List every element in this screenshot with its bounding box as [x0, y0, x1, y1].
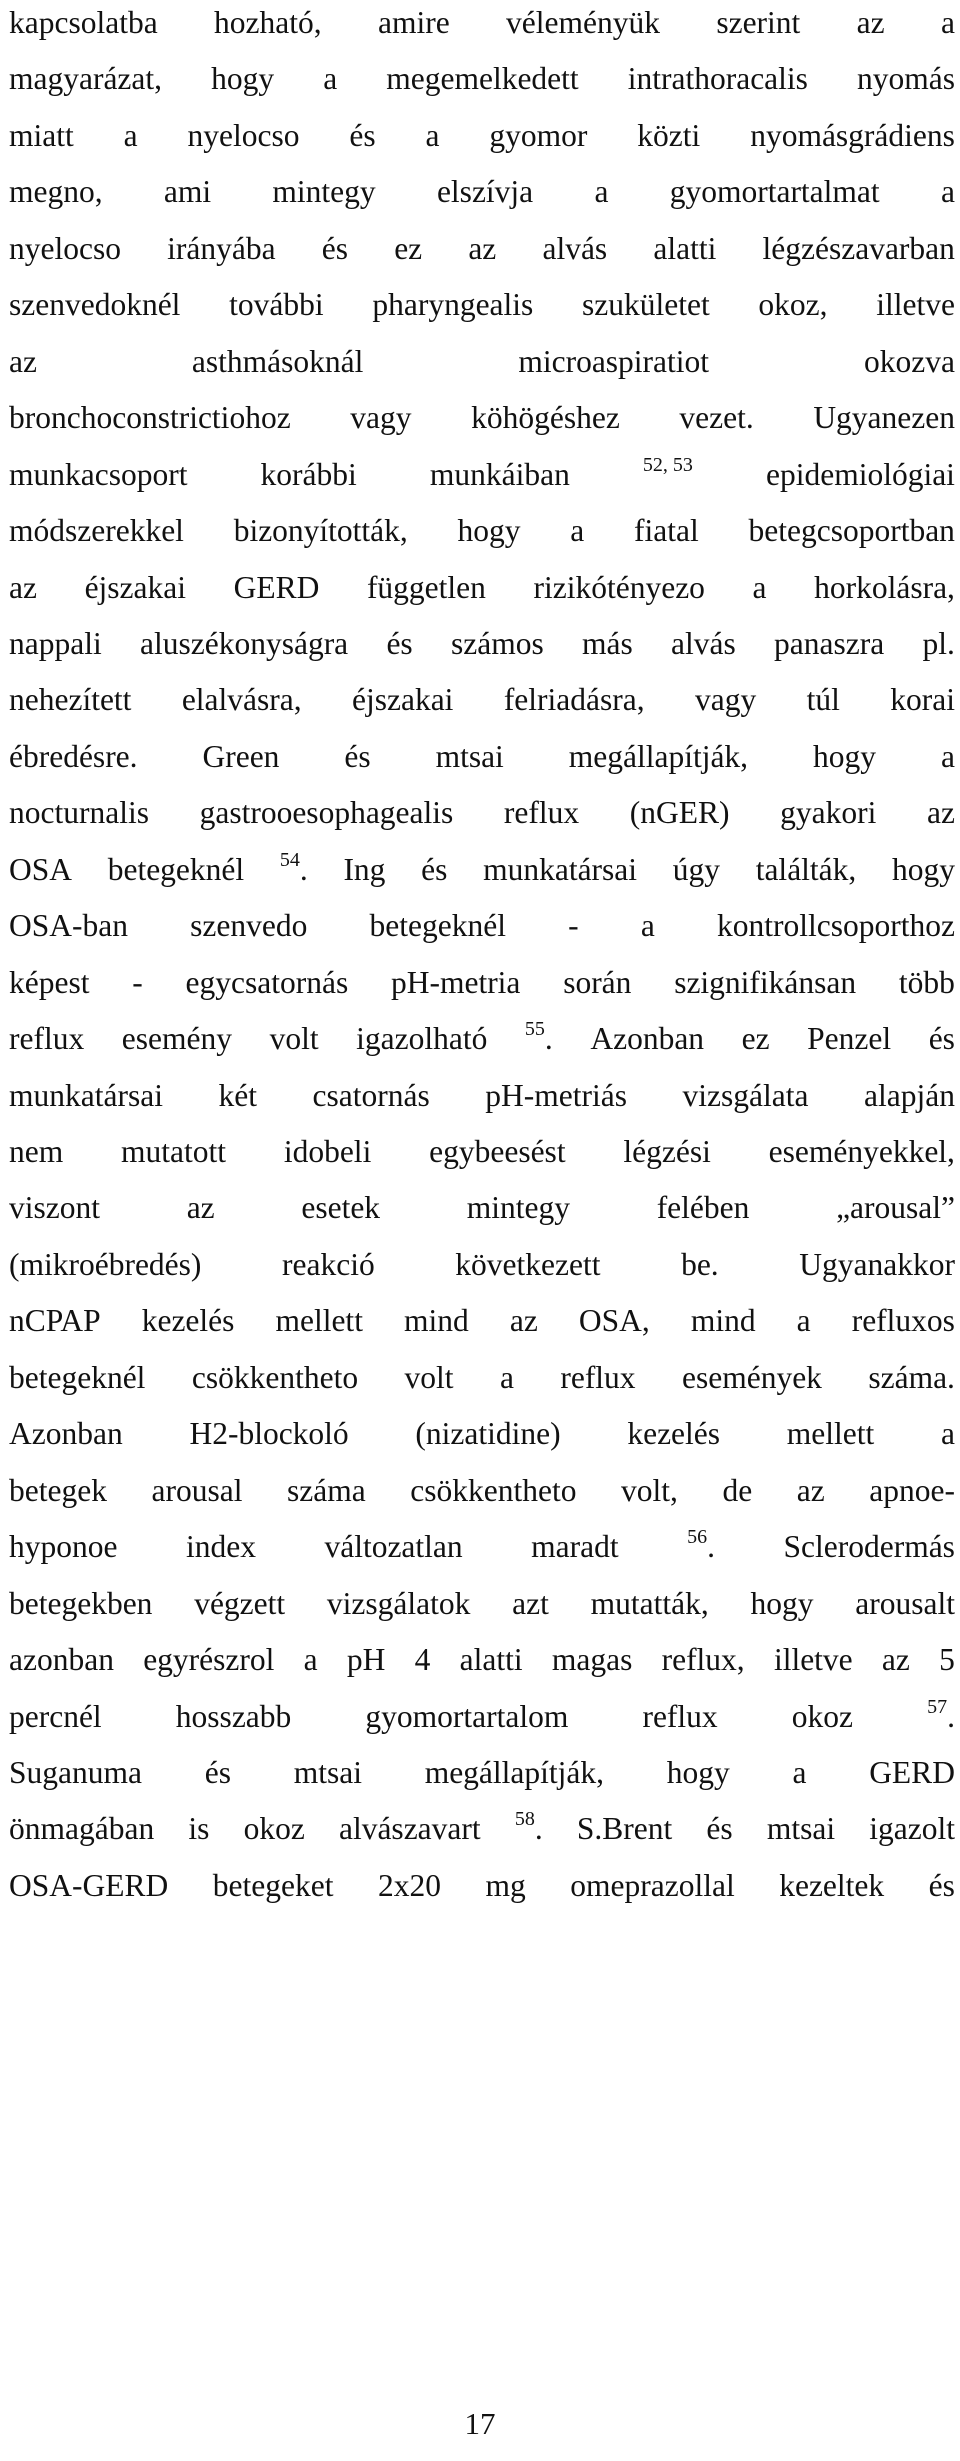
word: a [425, 117, 440, 153]
word: további [229, 287, 324, 323]
word: gyakori [780, 795, 877, 831]
word: kontrollcsoporthoz [716, 908, 955, 944]
word: nyomásgrádiens [750, 117, 955, 153]
text-line [9, 511, 955, 551]
text-line [9, 59, 955, 99]
word: ami [163, 174, 212, 210]
word: magyarázat, [9, 61, 163, 97]
text-line [9, 3, 955, 43]
word: mtsai [435, 738, 504, 774]
word: mintegy [466, 1190, 570, 1226]
word: arousal [151, 1472, 243, 1508]
word: maradt [531, 1529, 619, 1565]
word: a [940, 174, 955, 210]
word: két [218, 1077, 257, 1113]
word: más [582, 625, 633, 661]
word: a [570, 513, 585, 549]
word: asthmásoknál [191, 343, 364, 379]
word: a [323, 61, 338, 97]
citation-wrapper [525, 1019, 553, 1059]
word: gyomor [489, 117, 588, 153]
text-line [9, 172, 955, 212]
word: ébredésre. [9, 738, 138, 774]
word: horkolásra, [814, 569, 955, 605]
word: pH-metria [390, 964, 521, 1000]
word: igazolt [869, 1811, 955, 1847]
citation-wrapper [280, 850, 308, 890]
word: események [681, 1359, 822, 1395]
word: idobeli [283, 1134, 372, 1169]
word: OSA [9, 851, 73, 887]
word: eseményekkel, [768, 1134, 955, 1169]
word: mintegy [272, 174, 376, 210]
word: túl [806, 682, 840, 718]
text-line [9, 1471, 955, 1511]
text-line [9, 1301, 955, 1341]
word: nyomás [857, 61, 955, 97]
citation-punctuation: . [707, 1529, 715, 1565]
word: a [303, 1642, 318, 1678]
word: légzési [623, 1134, 711, 1169]
word: megemelkedett [386, 61, 579, 97]
word: hogy [211, 61, 275, 97]
word: csatornás [312, 1077, 430, 1113]
word: 2x20 [377, 1867, 441, 1903]
word: hogy [891, 851, 955, 887]
word: a [940, 5, 955, 40]
word: és [928, 1021, 955, 1057]
word: a [752, 569, 767, 605]
word: nCPAP [9, 1303, 101, 1339]
word: több [898, 964, 955, 1000]
word: nehezített [9, 682, 132, 718]
text-line [9, 1076, 955, 1116]
citation-punctuation: . [534, 1811, 543, 1847]
word: alatti [653, 230, 717, 266]
word: apnoe- [869, 1472, 955, 1508]
word: végzett [194, 1585, 286, 1621]
word: miatt [9, 117, 74, 153]
word: nocturnalis [9, 795, 149, 831]
word: csökkentheto [410, 1472, 577, 1508]
word: kapcsolatba [9, 5, 158, 40]
word: 4 [414, 1642, 431, 1678]
citation-punctuation: . [947, 1698, 955, 1734]
word: azt [512, 1585, 549, 1621]
word: egybeesést [429, 1134, 566, 1169]
word: alvás [542, 230, 608, 266]
word: OSA, [578, 1303, 650, 1339]
word: S.Brent [576, 1811, 673, 1847]
word: szenvedoknél [9, 287, 181, 323]
word: a [499, 1359, 514, 1395]
word: „arousal” [836, 1190, 955, 1226]
word: okozva [864, 343, 955, 379]
word: és [349, 117, 376, 153]
word: vagy [350, 400, 412, 436]
word: esetek [301, 1190, 381, 1226]
word: mg [485, 1867, 526, 1903]
word: az [509, 1303, 538, 1339]
word: mtsai [293, 1754, 362, 1790]
text-line [9, 737, 955, 777]
word: és [321, 230, 349, 266]
word: amire [377, 5, 450, 40]
word: az [856, 5, 885, 40]
word: korai [890, 682, 955, 718]
text-line [9, 1753, 955, 1793]
word: betegek [9, 1472, 107, 1508]
word: éjszakai [84, 569, 186, 605]
word: légzészavarban [762, 230, 955, 266]
text-line [9, 1697, 955, 1737]
word: fiatal [634, 513, 699, 549]
word: (nGER) [629, 795, 730, 831]
word: szenvedo [190, 908, 308, 944]
word: a [640, 908, 655, 944]
word: és [204, 1754, 231, 1790]
word: nyelocso [187, 117, 300, 153]
word: elalvásra, [181, 682, 302, 718]
word: betegeket [212, 1867, 334, 1903]
word: közti [637, 117, 701, 153]
text-line [9, 680, 955, 720]
word: száma. [868, 1359, 955, 1395]
word: és [344, 738, 371, 774]
word: epidemiológiai [765, 456, 955, 492]
word: korábbi [260, 456, 357, 492]
word: reflux [560, 1359, 636, 1395]
text-line [9, 850, 955, 890]
text-line [9, 1640, 955, 1680]
word: reflux [642, 1698, 718, 1734]
word: Green [202, 738, 280, 774]
word: ez [394, 230, 423, 266]
word: (nizatidine) [415, 1416, 561, 1452]
word: GERD [233, 569, 320, 605]
text-line [9, 906, 955, 946]
word: bronchoconstrictiohoz [9, 400, 291, 436]
word: hogy [457, 513, 521, 549]
word: (mikroébredés) [9, 1246, 202, 1282]
word: hogy [666, 1754, 730, 1790]
word: vizsgálatok [326, 1585, 471, 1621]
word: Azonban [9, 1416, 123, 1452]
word: következett [455, 1246, 601, 1282]
text-line [9, 229, 955, 269]
word: ez [741, 1021, 770, 1057]
word: hyponoe [9, 1529, 118, 1565]
word: képest [9, 964, 90, 1000]
word: munkáiban [429, 456, 570, 492]
word: az [9, 569, 37, 605]
word: Ugyanezen [813, 400, 955, 436]
word: vizsgálata [682, 1077, 809, 1113]
word: Sclerodermás [783, 1529, 955, 1565]
word: gyomortartalmat [669, 174, 880, 210]
word: és [386, 625, 413, 661]
word: 5 [939, 1642, 955, 1678]
text-line [9, 116, 955, 156]
word: betegeknél [369, 908, 506, 944]
word: mtsai [766, 1811, 836, 1847]
citation-reference: 58 [514, 1808, 535, 1831]
word: - [132, 964, 143, 1000]
word: és [421, 851, 448, 887]
citation-wrapper [687, 1527, 715, 1567]
word: önmagában [9, 1811, 155, 1847]
word: a [796, 1303, 811, 1339]
word: úgy [672, 851, 720, 887]
word: éjszakai [352, 682, 454, 718]
word: mutatott [121, 1134, 227, 1169]
word: és [928, 1867, 955, 1903]
word: igazolható [356, 1021, 488, 1057]
word: csökkentheto [191, 1359, 359, 1395]
word: munkatársai [483, 851, 638, 887]
word: megno, [9, 174, 103, 210]
text-line [9, 1132, 955, 1172]
word: reflux, [661, 1642, 745, 1678]
word: alatti [459, 1642, 523, 1678]
word: alapján [864, 1077, 955, 1113]
citation-reference: 57 [927, 1695, 948, 1718]
word: a [792, 1754, 807, 1790]
word: volt [404, 1359, 454, 1395]
word: bizonyították, [233, 513, 408, 549]
word: a [594, 174, 609, 210]
word: irányába [167, 230, 276, 266]
word: - [568, 908, 579, 944]
word: Suganuma [9, 1754, 142, 1790]
word: H2-blockoló [189, 1416, 349, 1452]
word: refluxos [851, 1303, 955, 1339]
word: mind [404, 1303, 469, 1339]
word: azonban [9, 1642, 114, 1678]
word: a [940, 1416, 955, 1452]
word: arousalt [855, 1585, 955, 1621]
word: számos [450, 625, 544, 661]
word: kezelés [627, 1416, 721, 1452]
word: köhögéshez [471, 400, 620, 436]
word: elszívja [436, 174, 534, 210]
word: véleményük [506, 5, 660, 40]
word: alvás [671, 625, 736, 661]
word: és [706, 1811, 733, 1847]
word: vagy [694, 682, 757, 718]
word: hogy [813, 738, 876, 774]
word: az [881, 1642, 910, 1678]
word: változatlan [324, 1529, 463, 1565]
citation-punctuation: . [544, 1021, 553, 1057]
word: megállapítják, [568, 738, 749, 774]
word: megállapítják, [424, 1754, 604, 1790]
word: munkacsoport [9, 456, 188, 492]
word: esemény [121, 1021, 232, 1057]
text-line [9, 624, 955, 664]
word: okoz [243, 1811, 305, 1847]
word: száma [287, 1472, 366, 1508]
word: reflux [503, 795, 580, 831]
citation-reference: 56 [687, 1526, 708, 1549]
text-line [9, 342, 955, 382]
word: microaspiratiot [518, 343, 710, 379]
word: volt [269, 1021, 319, 1057]
word: pl. [922, 625, 955, 661]
word: hosszabb [175, 1698, 292, 1734]
text-line [9, 793, 955, 833]
word: OSA-ban [9, 908, 128, 944]
word: okoz [791, 1698, 854, 1734]
word: de [722, 1472, 753, 1508]
text-line [9, 1527, 955, 1567]
page-number: 17 [464, 2406, 496, 2441]
word: független [366, 569, 486, 605]
citation-wrapper [927, 1697, 955, 1737]
word: nem [9, 1134, 64, 1169]
text-line [9, 1358, 955, 1398]
word: vezet. [679, 400, 754, 436]
word: az [468, 230, 497, 266]
word: be. [681, 1246, 719, 1282]
word: aluszékonyságra [140, 625, 349, 661]
word: az [186, 1190, 215, 1226]
word: index [185, 1529, 256, 1565]
word: hozható, [214, 5, 322, 40]
word: felében [656, 1190, 750, 1226]
word: a [123, 117, 138, 153]
word: módszerekkel [9, 513, 184, 549]
word: GERD [869, 1754, 955, 1790]
citation-wrapper [515, 1809, 543, 1849]
word: egycsatornás [185, 964, 349, 1000]
word: az [796, 1472, 825, 1508]
citation-reference: 54 [279, 848, 300, 871]
text-line [9, 1019, 955, 1059]
word: Ugyanakkor [799, 1246, 955, 1282]
word: kezelés [141, 1303, 235, 1339]
citation-reference: 52, 53 [642, 453, 693, 476]
word: egyrészrol [143, 1642, 275, 1678]
word: OSA-GERD [9, 1867, 169, 1903]
word: is [188, 1811, 210, 1847]
text-line [9, 455, 955, 495]
word: betegeknél [107, 851, 245, 887]
word: találták, [755, 851, 857, 887]
citation-reference: 55 [524, 1018, 545, 1041]
word: illetve [773, 1642, 853, 1678]
citation-punctuation: . [299, 851, 308, 887]
word: a [940, 738, 955, 774]
word: szukületet [582, 287, 710, 323]
word: reflux [9, 1021, 85, 1057]
text-line [9, 1809, 955, 1849]
word: mellett [275, 1303, 363, 1339]
text-line [9, 963, 955, 1003]
text-line [9, 1866, 955, 1906]
word: pH [346, 1642, 386, 1678]
word: munkatársai [9, 1077, 163, 1113]
word: Penzel [807, 1021, 892, 1057]
word: betegcsoportban [748, 513, 955, 549]
word: Ing [343, 851, 386, 887]
word: gastrooesophagealis [199, 795, 454, 831]
word: percnél [9, 1698, 102, 1734]
citation-wrapper [643, 455, 693, 495]
text-line [9, 568, 955, 608]
text-line [9, 398, 955, 438]
word: nyelocso [9, 230, 121, 266]
text-line [9, 285, 955, 325]
text-line [9, 1245, 955, 1285]
word: betegeknél [9, 1359, 146, 1395]
word: reakció [282, 1246, 375, 1282]
word: mellett [786, 1416, 875, 1452]
word: felriadásra, [503, 682, 645, 718]
word: szignifikánsan [674, 964, 857, 1000]
word: pH-metriás [485, 1077, 627, 1113]
word: mind [690, 1303, 756, 1339]
text-line [9, 1188, 955, 1228]
word: gyomortartalom [365, 1698, 569, 1734]
word: intrathoracalis [627, 61, 808, 97]
word: viszont [9, 1190, 100, 1226]
text-line [9, 1414, 955, 1454]
word: Azonban [590, 1021, 705, 1057]
word: panaszra [774, 625, 885, 661]
word: pharyngealis [372, 287, 534, 323]
word: volt, [621, 1472, 678, 1508]
word: során [563, 964, 632, 1000]
word: betegekben [9, 1585, 153, 1621]
word: okoz, [758, 287, 828, 323]
word: omeprazollal [570, 1867, 735, 1903]
word: hogy [750, 1585, 814, 1621]
word: alvászavart [338, 1811, 481, 1847]
word: az [9, 343, 37, 379]
text-line [9, 1584, 955, 1624]
word: mutatták, [590, 1585, 709, 1621]
word: az [926, 795, 955, 831]
word: rizikótényezo [533, 569, 705, 605]
word: illetve [876, 287, 955, 323]
word: szerint [716, 5, 801, 40]
word: magas [551, 1642, 633, 1678]
word: nappali [9, 625, 102, 661]
word: kezeltek [779, 1867, 885, 1903]
